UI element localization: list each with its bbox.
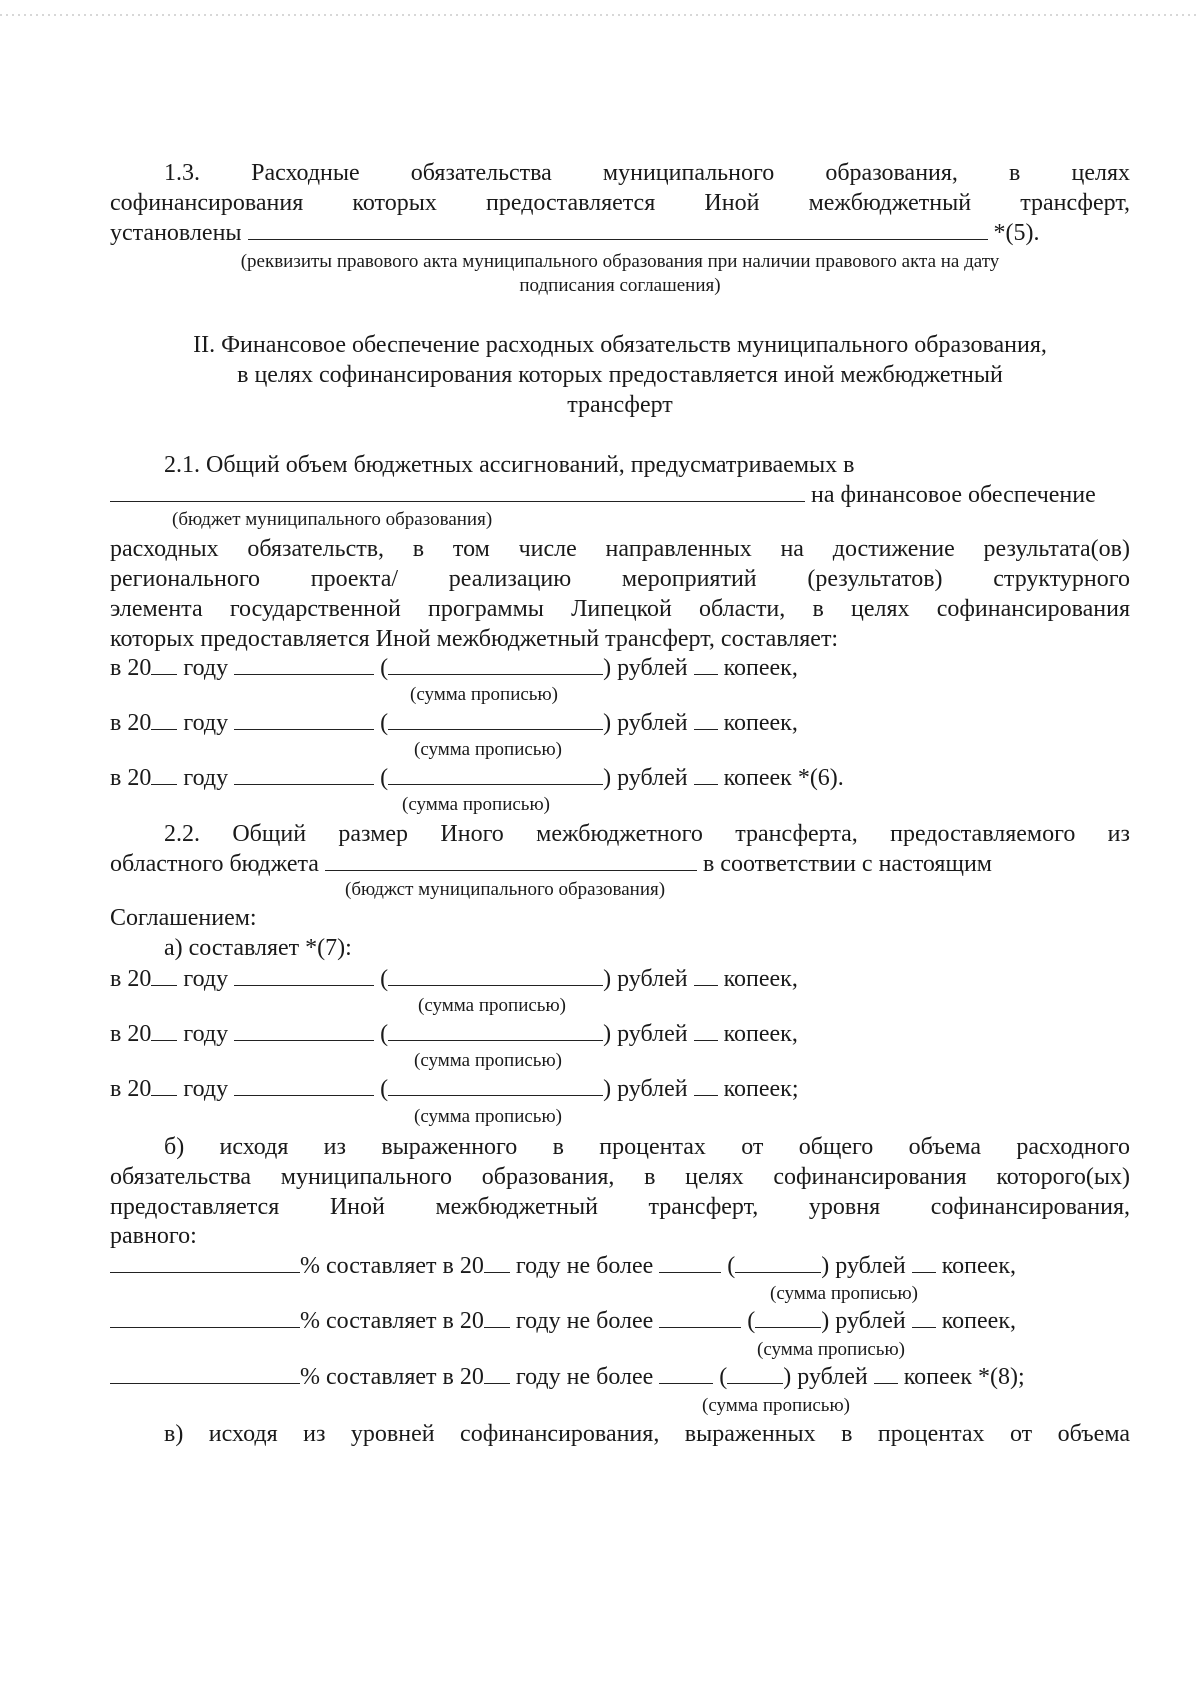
year-blank[interactable]: [151, 654, 177, 675]
financing-label: на финансовое обеспечение: [811, 482, 1096, 508]
amount-blank[interactable]: [659, 1363, 713, 1384]
amount-words-blank[interactable]: [388, 1020, 603, 1041]
subsection-c-line-1: в) исходя из уровней софинансирования, выраженных в процентах от объема: [164, 1421, 1130, 1447]
municipal-budget-blank[interactable]: [325, 850, 697, 871]
section-2-1-para-4: которых предоставляется Иной межбюджетный трансферт, составляет:: [110, 626, 839, 652]
subsection-b-line-1: б) исходя из выраженного в процентах от общего объема расходного: [164, 1134, 1130, 1160]
budget-blank[interactable]: [110, 481, 805, 502]
year-row: в 20 году ( ) рублей копеек,: [110, 966, 798, 992]
rub-label: рублей: [617, 655, 688, 681]
year-word: году: [183, 765, 229, 791]
amount-words-note: (сумма прописью): [414, 1050, 562, 1071]
section-2-heading-line-3: трансферт: [567, 392, 673, 418]
accordance-label: в соответствии с настоящим: [702, 851, 992, 877]
kop-label: копеек,: [941, 1308, 1016, 1334]
section-2-1-para-3: элемента государственной программы Липецкой области, в целях софинансирования: [110, 596, 1130, 622]
amount-words-blank[interactable]: [727, 1363, 783, 1384]
year-word: году: [183, 1021, 229, 1047]
year-blank[interactable]: [151, 1020, 177, 1041]
kop-blank[interactable]: [912, 1252, 936, 1273]
amount-blank[interactable]: [234, 1020, 374, 1041]
kop-blank[interactable]: [694, 764, 718, 785]
section-1-3-line-1: 1.3. Расходные обязательства муниципального образования, в целях: [164, 160, 1130, 186]
percent-label: % составляет в 20: [300, 1253, 484, 1279]
amount-words-note: (сумма прописью): [414, 1106, 562, 1127]
year-prefix: в 20: [110, 1076, 152, 1102]
year-blank[interactable]: [151, 1075, 177, 1096]
section-2-1-line-1: 2.1. Общий объем бюджетных ассигнований, предусматриваемых в: [164, 452, 855, 478]
amount-words-note: (сумма прописью): [402, 794, 550, 815]
rub-label: рублей: [617, 1021, 688, 1047]
year-prefix: в 20: [110, 1021, 152, 1047]
amount-words-blank[interactable]: [388, 709, 603, 730]
amount-words-note: (сумма прописью): [757, 1339, 905, 1360]
kop-blank[interactable]: [694, 654, 718, 675]
legal-act-blank[interactable]: [248, 219, 988, 240]
subsection-b-line-4: равного:: [110, 1223, 197, 1249]
kop-blank[interactable]: [694, 709, 718, 730]
kop-blank[interactable]: [874, 1363, 898, 1384]
amount-words-note: (сумма прописью): [418, 995, 566, 1016]
section-1-3-line-3: [110, 218, 1040, 248]
legal-act-note-1: (реквизиты правового акта муниципального образования при наличии правового акта на дату: [240, 251, 1000, 272]
amount-blank[interactable]: [234, 1075, 374, 1096]
budget-note: (бюджет муниципального образования): [172, 509, 493, 530]
footnote-5: *(5).: [993, 220, 1040, 246]
year-row: в 20 году ( ) рублей копеек *(6).: [110, 765, 844, 791]
year-word: году не более: [515, 1364, 654, 1390]
section-1-3-line-2: софинансирования которых предоставляется Иной межбюджетный трансферт,: [110, 190, 1130, 216]
amount-blank[interactable]: [659, 1252, 721, 1273]
section-2-heading-line-2: в целях софинансирования которых предоставляется иной межбюджетный: [237, 362, 1003, 388]
year-blank[interactable]: [151, 965, 177, 986]
percent-row: % составляет в 20 году не более ( ) рублей копеек *(8);: [110, 1362, 1130, 1392]
amount-words-note: (сумма прописью): [410, 684, 558, 705]
section-2-1-para-1: расходных обязательств, в том числе направленных на достижение результата(ов): [110, 536, 1130, 562]
subsection-b-line-2: обязательства муниципального образования, в целях софинансирования которого(ых): [110, 1164, 1130, 1190]
section-2-1-line-2: [110, 480, 1096, 510]
amount-words-note: (сумма прописью): [702, 1395, 850, 1416]
rub-label: рублей: [617, 966, 688, 992]
section-2-heading-line-1: II. Финансовое обеспечение расходных обязательств муниципального образования,: [193, 332, 1047, 358]
kop-label: копеек,: [723, 1021, 798, 1047]
percent-label: % составляет в 20: [300, 1364, 484, 1390]
amount-blank[interactable]: [234, 709, 374, 730]
budget-note: (бюджст муниципального образования): [345, 879, 666, 900]
section-2-1-para-2: регионального проекта/ реализацию мероприятий (результатов) структурного: [110, 566, 1130, 592]
percent-blank[interactable]: [110, 1363, 300, 1384]
percent-row: % составляет в 20 году не более ( ) рублей копеек,: [110, 1306, 1130, 1336]
year-row: в 20 году ( ) рублей копеек,: [110, 1021, 798, 1047]
amount-words-blank[interactable]: [388, 654, 603, 675]
year-blank[interactable]: [151, 709, 177, 730]
kop-label: копеек,: [723, 966, 798, 992]
year-prefix: в 20: [110, 710, 152, 736]
year-word: году: [183, 966, 229, 992]
year-word: году не более: [515, 1253, 654, 1279]
amount-words-blank[interactable]: [388, 764, 603, 785]
amount-words-note: (сумма прописью): [770, 1283, 918, 1304]
year-blank[interactable]: [484, 1363, 510, 1384]
section-2-2-line-1: 2.2. Общий размер Иного межбюджетного трансферта, предоставляемого из: [164, 821, 1130, 847]
year-prefix: в 20: [110, 765, 152, 791]
established-label: установлены: [110, 220, 242, 246]
regional-budget-label: областного бюджета: [110, 851, 319, 877]
kop-label: копеек,: [941, 1253, 1016, 1279]
rub-label: рублей: [617, 1076, 688, 1102]
year-prefix: в 20: [110, 966, 152, 992]
amount-blank[interactable]: [234, 965, 374, 986]
amount-words-note: (сумма прописью): [414, 739, 562, 760]
amount-words-blank[interactable]: [755, 1307, 821, 1328]
kop-blank[interactable]: [694, 1075, 718, 1096]
year-row: в 20 году ( ) рублей копеек;: [110, 1076, 799, 1102]
scan-edge-artifact: [0, 14, 1200, 16]
year-row: в 20 году ( ) рублей копеек,: [110, 655, 798, 681]
year-blank[interactable]: [151, 764, 177, 785]
year-word: году: [183, 655, 229, 681]
amount-blank[interactable]: [659, 1307, 741, 1328]
rub-label: рублей: [617, 710, 688, 736]
kop-blank[interactable]: [694, 1020, 718, 1041]
amount-blank[interactable]: [234, 764, 374, 785]
year-row: в 20 году ( ) рублей копеек,: [110, 710, 798, 736]
rub-label: рублей: [797, 1364, 868, 1390]
percent-blank[interactable]: [110, 1307, 300, 1328]
year-blank[interactable]: [484, 1307, 510, 1328]
amount-words-blank[interactable]: [735, 1252, 821, 1273]
rub-label: рублей: [835, 1253, 906, 1279]
rub-label: рублей: [617, 765, 688, 791]
amount-blank[interactable]: [234, 654, 374, 675]
kop-label: копеек;: [723, 1076, 799, 1102]
section-2-2-line-2: [110, 849, 992, 879]
agreement-label: Соглашением:: [110, 905, 257, 931]
year-word: году: [183, 710, 229, 736]
amount-words-blank[interactable]: [388, 965, 603, 986]
rub-label: рублей: [835, 1308, 906, 1334]
subsection-b-line-3: предоставляется Иной межбюджетный трансферт, уровня софинансирования,: [110, 1194, 1130, 1220]
percent-label: % составляет в 20: [300, 1308, 484, 1334]
year-prefix: в 20: [110, 655, 152, 681]
year-word: году не более: [515, 1308, 654, 1334]
legal-act-note-2: подписания соглашения): [519, 275, 721, 296]
year-word: году: [183, 1076, 229, 1102]
kop-label: копеек,: [723, 655, 798, 681]
kop-blank[interactable]: [694, 965, 718, 986]
kop-blank[interactable]: [912, 1307, 936, 1328]
kop-label: копеек,: [723, 710, 798, 736]
subsection-a-label: а) составляет *(7):: [164, 935, 352, 961]
kop-label: копеек *(6).: [723, 765, 844, 791]
amount-words-blank[interactable]: [388, 1075, 603, 1096]
kop-label: копеек *(8);: [903, 1364, 1025, 1390]
percent-blank[interactable]: [110, 1252, 300, 1273]
year-blank[interactable]: [484, 1252, 510, 1273]
percent-row: % составляет в 20 году не более ( ) рублей копеек,: [110, 1251, 1130, 1281]
